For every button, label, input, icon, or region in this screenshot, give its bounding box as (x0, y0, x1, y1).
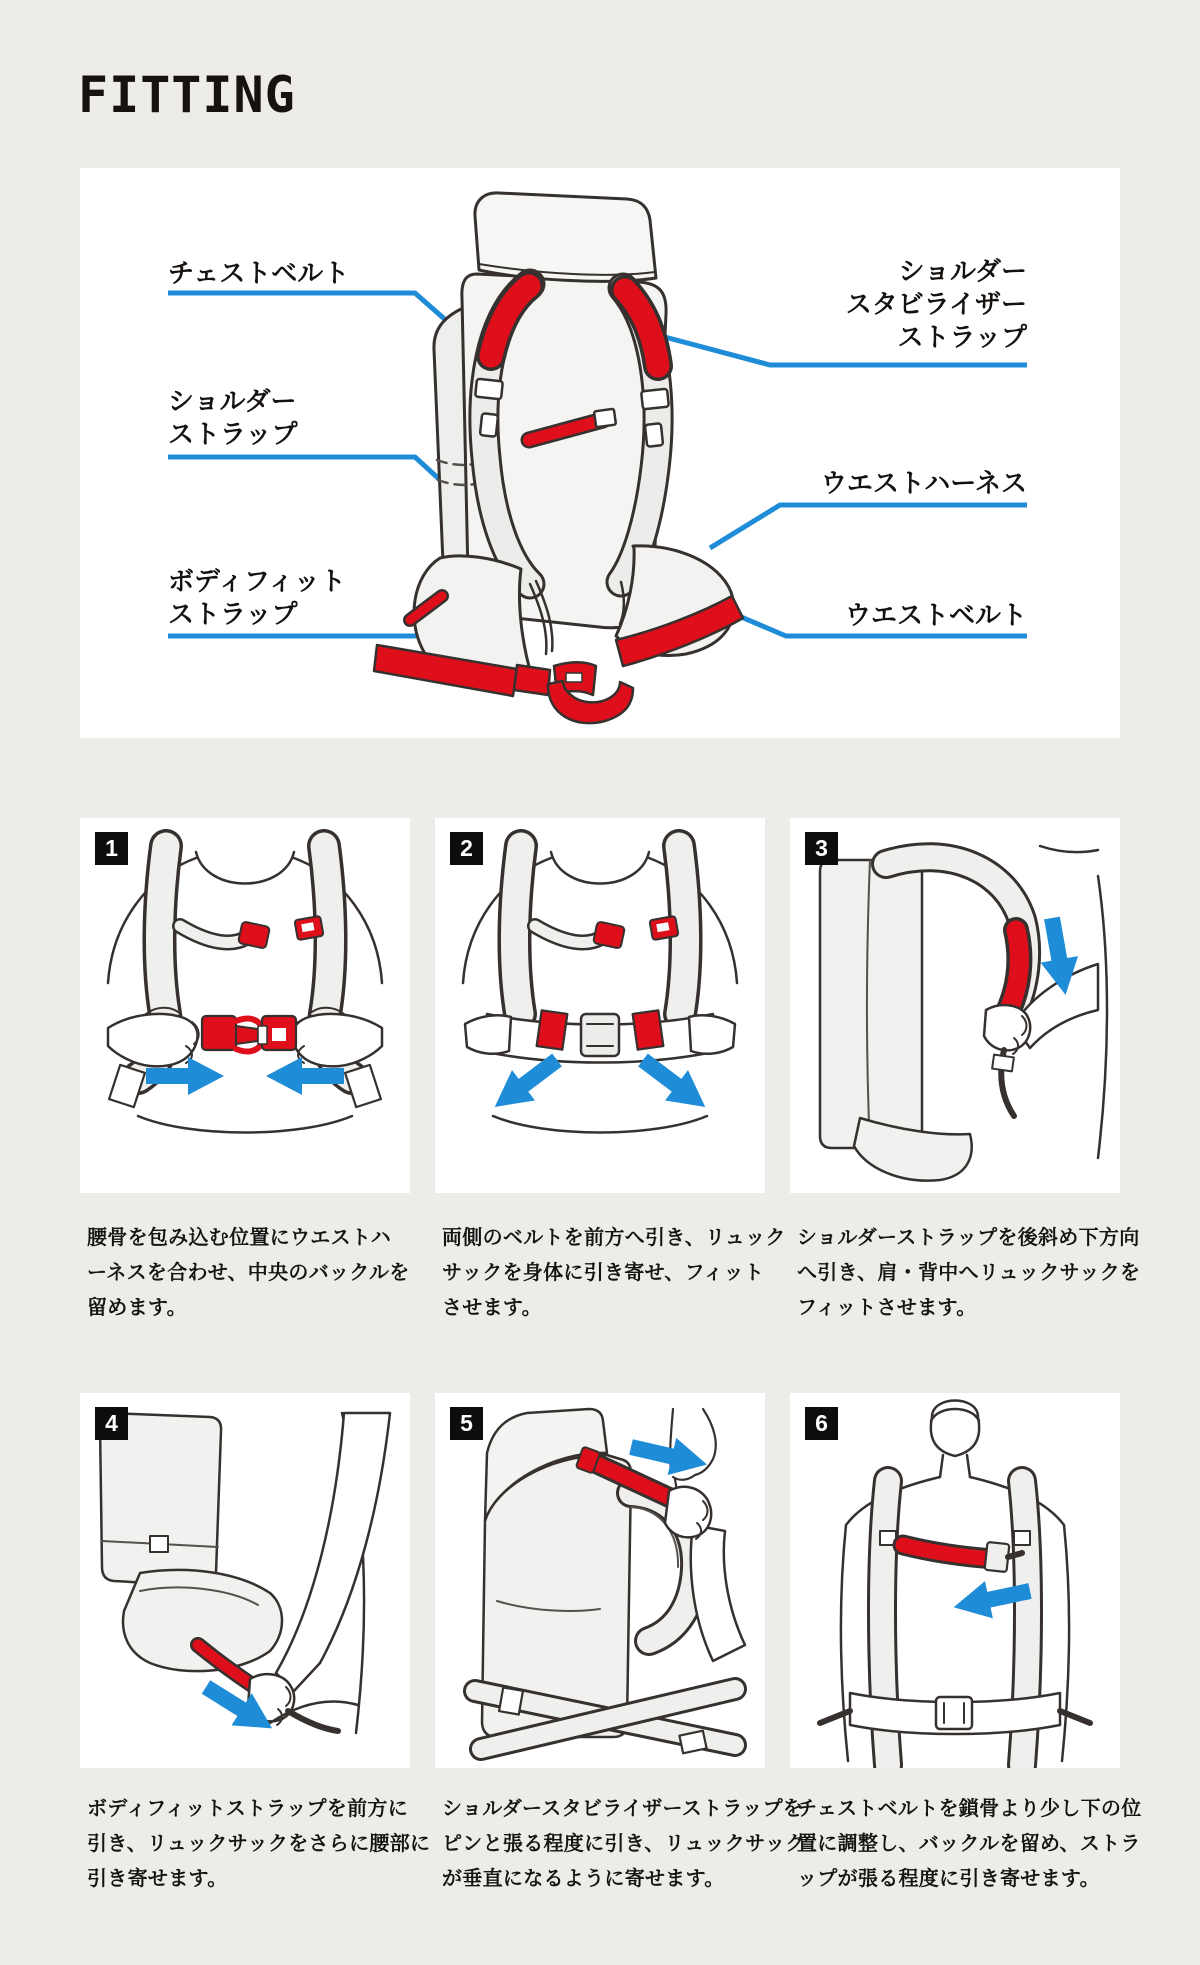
step-6-illustration (790, 1393, 1120, 1768)
step-card-4 (80, 1393, 410, 1768)
strap-keeper (1014, 1531, 1030, 1545)
step-4-illustration (80, 1393, 410, 1768)
step-caption-3: ショルダーストラップを後斜め下方向 へ引き、肩・背中へリュックサックを フィットさせます。 (797, 1227, 1141, 1319)
step-card-3 (790, 818, 1120, 1193)
step-caption-5: ショルダースタビライザーストラップを ピンと張る程度に引き、リュックサック が垂直になるように寄せます。 (442, 1798, 806, 1890)
label-waist-belt: ウエストベルト (844, 600, 1027, 630)
label-shoulder-stabilizer-strap: ショルダー スタビライザー ストラップ (845, 256, 1027, 352)
step-card-5 (435, 1393, 765, 1768)
label-chest-belt: チェストベルト (168, 258, 350, 288)
label-body-fit-strap: ボディフィット ストラップ (168, 566, 346, 629)
step-card-6 (790, 1393, 1120, 1768)
step-badge-4: 4 (95, 1407, 128, 1440)
step-badge-2: 2 (450, 832, 483, 865)
step-3-illustration (790, 818, 1120, 1193)
step-caption-6: チェストベルトを鎖骨より少し下の位 置に調整し、バックルを留め、ストラ ップが張る程度に引き寄せます。 (797, 1798, 1142, 1890)
step-1-illustration (80, 818, 410, 1193)
step-badge-6: 6 (805, 1407, 838, 1440)
step-card-1 (80, 818, 410, 1193)
step-caption-4: ボディフィットストラップを前方に 引き、リュックサックをさらに腰部に 引き寄せます。 (87, 1798, 431, 1890)
backpack-art (374, 193, 743, 723)
step-badge-1: 1 (95, 832, 128, 865)
backpack-diagram-illustration (80, 168, 1120, 738)
step-badge-3: 3 (805, 832, 838, 865)
step-2-illustration (435, 818, 765, 1193)
step-caption-2: 両側のベルトを前方へ引き、リュック サックを身体に引き寄せ、フィット させます。 (442, 1227, 786, 1319)
step-card-2 (435, 818, 765, 1193)
step-caption-1: 腰骨を包み込む位置にウエストハ ーネスを合わせ、中央のバックルを 留めます。 (87, 1227, 410, 1319)
label-shoulder-strap: ショルダー ストラップ (168, 386, 298, 449)
label-waist-harness: ウエストハーネス (820, 468, 1027, 498)
page-title: FITTING (78, 66, 296, 124)
step-badge-5: 5 (450, 1407, 483, 1440)
connector-waist-harness (710, 505, 1027, 548)
fitting-diagram-card (80, 168, 1120, 738)
step-5-illustration (435, 1393, 765, 1768)
